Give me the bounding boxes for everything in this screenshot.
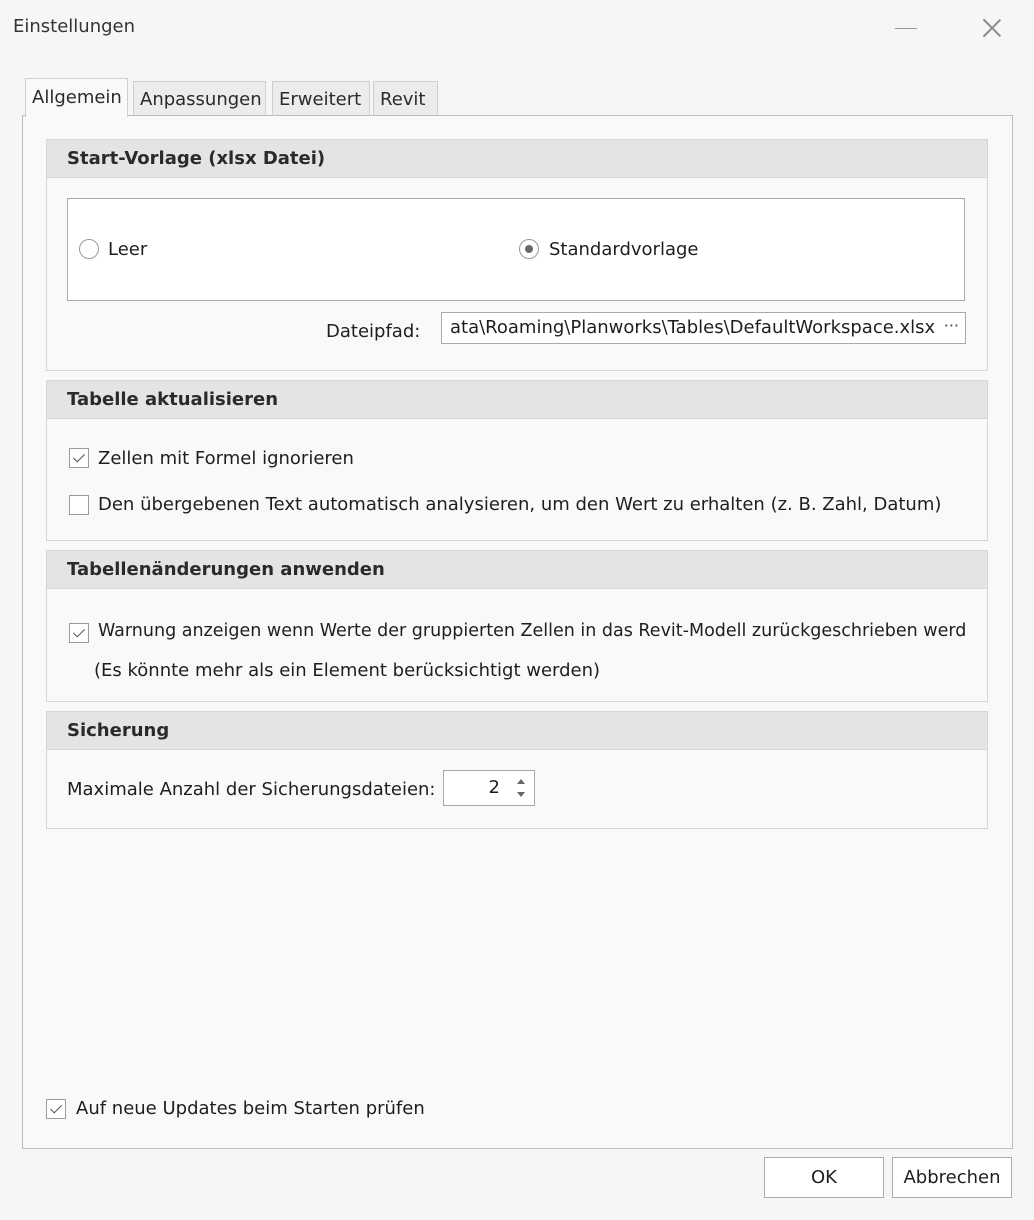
radio-empty-label[interactable]: Leer — [108, 239, 148, 260]
group-backup — [46, 711, 988, 829]
tab-anpassungen[interactable]: Anpassungen — [133, 81, 266, 115]
warn-note: (Es könnte mehr als ein Element berücksichtigt werden) — [94, 660, 601, 681]
ignore-formula-label[interactable]: Zellen mit Formel ignorieren — [98, 448, 354, 469]
ok-button[interactable]: OK — [764, 1157, 884, 1198]
filepath-value: ata\Roaming\Planworks\Tables\DefaultWorkspace.xlsx — [450, 317, 936, 338]
radio-standard-label[interactable]: Standardvorlage — [549, 239, 699, 260]
group-start-template — [46, 139, 988, 371]
group-heading: Sicherung — [47, 712, 987, 750]
auto-analyze-checkbox[interactable] — [69, 495, 89, 515]
max-backup-value: 2 — [488, 777, 500, 798]
warn-checkbox[interactable] — [69, 623, 89, 643]
group-heading: Start-Vorlage (xlsx Datei) — [47, 140, 987, 178]
group-heading: Tabellenänderungen anwenden — [47, 551, 987, 589]
check-updates-label[interactable]: Auf neue Updates beim Starten prüfen — [76, 1098, 425, 1119]
warn-label[interactable]: Warnung anzeigen wenn Werte der gruppierten Zellen in das Revit-Modell zurückgeschrieben werd — [98, 621, 967, 641]
cancel-button[interactable]: Abbrechen — [892, 1157, 1012, 1198]
close-icon[interactable] — [978, 14, 1006, 42]
tab-allgemein[interactable]: Allgemein — [25, 78, 128, 117]
filepath-input[interactable] — [441, 312, 966, 344]
max-backup-label: Maximale Anzahl der Sicherungsdateien: — [67, 779, 436, 800]
spin-up-icon[interactable] — [517, 779, 525, 784]
tab-revit[interactable]: Revit — [373, 81, 438, 115]
radio-standard[interactable] — [519, 239, 539, 259]
browse-icon[interactable]: ··· — [943, 316, 959, 335]
window-title: Einstellungen — [13, 16, 136, 37]
spin-down-icon[interactable] — [517, 792, 525, 797]
auto-analyze-label[interactable]: Den übergebenen Text automatisch analysieren, um den Wert zu erhalten (z. B. Zahl, Datum) — [98, 494, 942, 515]
template-radio-group — [67, 198, 965, 301]
ignore-formula-checkbox[interactable] — [69, 448, 89, 468]
max-backup-spinner[interactable] — [443, 770, 535, 806]
radio-empty[interactable] — [79, 239, 99, 259]
filepath-label: Dateipfad: — [326, 321, 421, 342]
minimize-icon[interactable] — [893, 14, 919, 40]
check-updates-checkbox[interactable] — [46, 1099, 66, 1119]
title-bar — [0, 0, 1034, 56]
group-update-table — [46, 380, 988, 541]
group-heading: Tabelle aktualisieren — [47, 381, 987, 419]
tab-erweitert[interactable]: Erweitert — [272, 81, 370, 115]
group-apply-changes — [46, 550, 988, 702]
